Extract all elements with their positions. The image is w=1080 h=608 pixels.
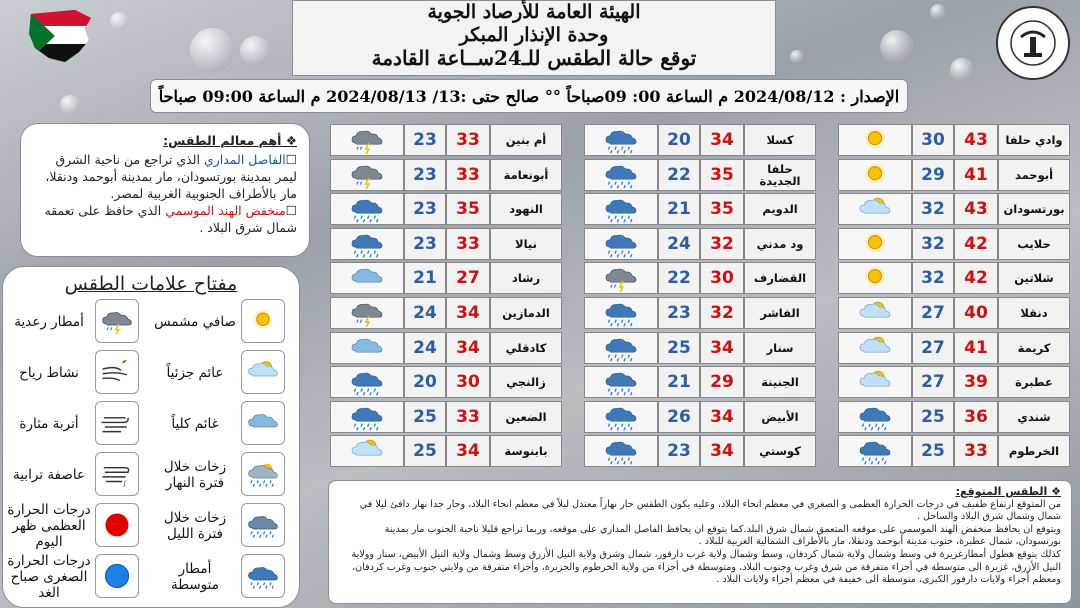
- max-temp: 32: [700, 297, 744, 329]
- max-temp: 42: [954, 228, 998, 260]
- max-temp: 30: [700, 262, 744, 294]
- rain-weather-icon: [330, 228, 404, 260]
- city-row: [584, 332, 816, 364]
- legend-label: درجات الحرارة العظمى ظهر اليوم: [7, 502, 91, 550]
- dust-storm-icon: [95, 452, 139, 496]
- city-row: [330, 193, 562, 225]
- city-row: [330, 401, 562, 433]
- min-temp: 30: [912, 124, 954, 156]
- forecast-section-title: ❖ الطقس المتوقع:: [955, 485, 1061, 498]
- city-row: [584, 228, 816, 260]
- moderate-rain-icon: [241, 554, 285, 598]
- city-name: زالنجي: [490, 366, 562, 398]
- min-temp: 26: [658, 401, 700, 433]
- city-row: [838, 193, 1070, 225]
- city-row: [838, 228, 1070, 260]
- weather-legend-panel: [2, 266, 300, 608]
- wind-icon: [95, 350, 139, 394]
- thunder-weather-icon: [330, 124, 404, 156]
- min-temp: 25: [912, 435, 954, 467]
- min-temp: 21: [658, 193, 700, 225]
- sunny-weather-icon: [838, 159, 912, 191]
- rain-weather-icon: [584, 159, 658, 191]
- max-temp: 35: [446, 193, 490, 225]
- city-row: [584, 401, 816, 433]
- min-temp: 29: [912, 159, 954, 191]
- sunny-weather-icon: [838, 228, 912, 260]
- legend-item: [7, 399, 147, 447]
- city-name: حلايب: [998, 228, 1070, 260]
- min-temp: 32: [912, 228, 954, 260]
- city-name: الفاشر: [744, 297, 816, 329]
- meteorological-authority-logo: [996, 6, 1070, 80]
- min-temp: 24: [658, 228, 700, 260]
- max-temp: 34: [700, 435, 744, 467]
- legend-label: أمطار رعدية: [14, 314, 84, 330]
- min-temp: 20: [658, 124, 700, 156]
- min-temp: 21: [404, 262, 446, 294]
- min-temp: 23: [404, 124, 446, 156]
- thunderstorm-icon: [95, 299, 139, 343]
- max-temp: 34: [700, 332, 744, 364]
- min-temp: 27: [912, 332, 954, 364]
- unit-title: وحدة الإنذار المبكر: [459, 24, 609, 46]
- legend-label: نشاط رياح: [19, 365, 79, 381]
- authority-title: الهيئة العامة للأرصاد الجوية: [427, 1, 641, 23]
- city-row: [838, 262, 1070, 294]
- city-row: [838, 159, 1070, 191]
- thunder-weather-icon: [584, 262, 658, 294]
- night-showers-icon: [241, 503, 285, 547]
- logo-emblem-icon: [1009, 19, 1057, 67]
- city-row: [330, 124, 562, 156]
- weather-features-panel: [20, 123, 310, 257]
- city-row: [584, 297, 816, 329]
- min-temp: 21: [658, 366, 700, 398]
- city-name: بورتسودان: [998, 193, 1070, 225]
- rain-weather-icon: [330, 401, 404, 433]
- city-row: [584, 366, 816, 398]
- city-name: النهود: [490, 193, 562, 225]
- min-temp: 20: [404, 366, 446, 398]
- forecast-paragraph-3: كذلك يتوقع هطول أمطارغزيرة في وسط وشمال ولاية شمال كردفان، وسط وشمال ولاية غرب دارفور، شمال وشرق ولاية النيل الأزرق وسط وشمال ولاية النيل الأبيض، سنار وولاية النيل الأزرق، غزيرة الى متوسطة في أجزاء متفرقة من شرق وغرب وجنوب البلاد، ومتوسطة في أجزاء من ولاية الخرطوم والجزيرة، وأجزاء متفرقة من ولايتي جنوب وغرب كردفان، ومعظم أجزاء ولايات دارفور الكبرى، متوسطة الى خفيفة في معظم أجزاء ولايات البلاد .: [351, 548, 1061, 586]
- feature-item-itcz: ☐الفاصل المداري الذي تراجع من ناحية الشرق ليمر بمدينة بورتسودان، مار بمدينة أبوحمد ودنقلا، مار بالأطراف الجنوبية الغربية لمصر.: [45, 152, 297, 201]
- thunder-weather-icon: [330, 159, 404, 191]
- min-temp: 27: [912, 297, 954, 329]
- city-row: [330, 262, 562, 294]
- city-name: بابنوسة: [490, 435, 562, 467]
- rain-weather-icon: [838, 401, 912, 433]
- day-showers-icon: [241, 452, 285, 496]
- city-row: [838, 401, 1070, 433]
- legend-item: [7, 501, 147, 549]
- city-row: [330, 159, 562, 191]
- max-temp: 33: [446, 401, 490, 433]
- expected-weather-panel: [328, 480, 1072, 604]
- legend-label: درجات الحرارة الصغرى صباح الغد: [7, 553, 91, 601]
- legend-item: [153, 501, 293, 549]
- rain-weather-icon: [584, 124, 658, 156]
- issue-text: الإصدار : 2024/08/12 م الساعة 00: 09صباحاً °° صالح حتى :13/ 2024/08/13 م الساعة 09:00 صباحاً: [158, 86, 900, 106]
- city-row: [330, 366, 562, 398]
- max-temp: 39: [954, 366, 998, 398]
- rain-weather-icon: [838, 435, 912, 467]
- max-temp: 34: [446, 297, 490, 329]
- forecast-title: توقع حالة الطقس للـ24ســاعة القادمة: [371, 46, 697, 70]
- rain-weather-icon: [584, 401, 658, 433]
- city-row: [838, 124, 1070, 156]
- features-title: ❖ أهم معالم الطقس:: [163, 133, 297, 148]
- min-temp-icon: [95, 554, 139, 598]
- min-temp: 23: [658, 297, 700, 329]
- city-row: [330, 435, 562, 467]
- city-name: شلاتين: [998, 262, 1070, 294]
- overcast-icon: [241, 401, 285, 445]
- city-row: [584, 193, 816, 225]
- max-temp: 30: [446, 366, 490, 398]
- legend-label: أتربة مثارة: [19, 416, 79, 432]
- city-row: [838, 435, 1070, 467]
- rain-weather-icon: [584, 193, 658, 225]
- city-name: الجنينة: [744, 366, 816, 398]
- max-temp: 36: [954, 401, 998, 433]
- feature-item-monsoon: ☐منخفض الهند الموسمي الذي حافظ على تعمقه شمال شرق البلاد .: [44, 203, 297, 235]
- max-temp: 34: [446, 332, 490, 364]
- city-row: [330, 228, 562, 260]
- legend-label: عائم جزئياً: [166, 365, 224, 381]
- max-temp: 43: [954, 193, 998, 225]
- legend-label: أمطار متوسطة: [171, 561, 219, 593]
- rain-weather-icon: [584, 228, 658, 260]
- partly-weather-icon: [838, 332, 912, 364]
- legend-item: [7, 348, 147, 396]
- min-temp: 22: [658, 159, 700, 191]
- thunder-weather-icon: [330, 297, 404, 329]
- min-temp: 32: [912, 193, 954, 225]
- city-name: نيالا: [490, 228, 562, 260]
- legend-item: [153, 552, 293, 600]
- min-temp: 32: [912, 262, 954, 294]
- city-row: [838, 332, 1070, 364]
- city-name: دنقلا: [998, 297, 1070, 329]
- city-name: سنار: [744, 332, 816, 364]
- max-temp: 41: [954, 159, 998, 191]
- partly-weather-icon: [838, 366, 912, 398]
- blowing-dust-icon: [95, 401, 139, 445]
- city-name: الدويم: [744, 193, 816, 225]
- min-temp: 25: [404, 435, 446, 467]
- rain-weather-icon: [584, 435, 658, 467]
- legend-item: [153, 399, 293, 447]
- max-temp: 34: [700, 124, 744, 156]
- max-temp: 34: [446, 435, 490, 467]
- partly-cloudy-icon: [241, 350, 285, 394]
- min-temp: 24: [404, 297, 446, 329]
- rain-weather-icon: [584, 297, 658, 329]
- forecast-paragraph-2: ويتوقع ان يحافظ منخفض الهند الموسمي على موقعه المتعمق شمال شرق البلد.كما يتوقع ان يحافظ الفاصل المداري على موقعه، وربما تراجع قليلا ناحية الجنوب مار بمدينة بورتسودان، شمال عطبرة، جنوب مدينة أبوحمد ودنقلا، مار بالأطراف الشمالية الغربية للبلاد .: [384, 523, 1061, 548]
- max-temp: 41: [954, 332, 998, 364]
- city-row: [330, 332, 562, 364]
- max-temp: 33: [446, 159, 490, 191]
- legend-label: زخات خلال فترة النهار: [163, 459, 227, 491]
- rain-weather-icon: [584, 332, 658, 364]
- city-row: [584, 124, 816, 156]
- city-row: [838, 366, 1070, 398]
- min-temp: 25: [404, 401, 446, 433]
- partly-weather-icon: [838, 297, 912, 329]
- city-row: [584, 262, 816, 294]
- max-temp: 27: [446, 262, 490, 294]
- city-name: ود مدني: [744, 228, 816, 260]
- min-temp: 23: [404, 193, 446, 225]
- city-name: كادقلي: [490, 332, 562, 364]
- city-name: الأبيض: [744, 401, 816, 433]
- legend-item: [7, 297, 147, 345]
- legend-label: غائم كلياً: [171, 416, 219, 432]
- legend-item: [153, 450, 293, 498]
- partly-weather-icon: [330, 435, 404, 467]
- sunny-icon: [241, 299, 285, 343]
- max-temp: 33: [446, 228, 490, 260]
- max-temp: 35: [700, 159, 744, 191]
- legend-item: [153, 297, 293, 345]
- legend-title: مفتاح علامات الطقس: [64, 273, 238, 295]
- min-temp: 24: [404, 332, 446, 364]
- city-name: الخرطوم: [998, 435, 1070, 467]
- city-name: عطبرة: [998, 366, 1070, 398]
- city-name: كوستي: [744, 435, 816, 467]
- city-name: وادي حلفا: [998, 124, 1070, 156]
- forecast-paragraph-1: من المتوقع ارتفاع طفيف في درجات الحرارة العظمى و الصغرى في معظم انحاء البلاد، وعليه يكون الطقس حار نهاراً معتدل ليلاً في معظم انحاء البلاد، وحار جدا نهار دافئ ليلا في شمال وشمال شرق البلاد والساحل .: [359, 498, 1061, 523]
- sunny-weather-icon: [838, 262, 912, 294]
- svg-text:∫: ∫: [123, 480, 127, 487]
- legend-label: عاصفة ترابية: [13, 467, 86, 483]
- max-temp: 33: [446, 124, 490, 156]
- city-name: حلفا الجديدة: [744, 159, 816, 191]
- city-row: [584, 435, 816, 467]
- legend-item: [7, 552, 147, 600]
- rain-weather-icon: [330, 366, 404, 398]
- min-temp: 22: [658, 262, 700, 294]
- min-temp: 27: [912, 366, 954, 398]
- max-temp: 29: [700, 366, 744, 398]
- page-header: [292, 0, 776, 76]
- city-name: الدمازين: [490, 297, 562, 329]
- city-row: [838, 297, 1070, 329]
- sunny-weather-icon: [838, 124, 912, 156]
- city-name: أبوحمد: [998, 159, 1070, 191]
- legend-item: [7, 450, 147, 498]
- city-name: كسلا: [744, 124, 816, 156]
- partly-weather-icon: [838, 193, 912, 225]
- min-temp: 23: [404, 228, 446, 260]
- legend-label: صافي مشمس: [154, 314, 236, 330]
- legend-item: [153, 348, 293, 396]
- max-temp-icon: [95, 503, 139, 547]
- cloudy-weather-icon: [330, 332, 404, 364]
- max-temp: 40: [954, 297, 998, 329]
- rain-weather-icon: [330, 193, 404, 225]
- max-temp: 33: [954, 435, 998, 467]
- city-row: [584, 159, 816, 191]
- min-temp: 25: [912, 401, 954, 433]
- city-name: كريمة: [998, 332, 1070, 364]
- max-temp: 43: [954, 124, 998, 156]
- city-row: [330, 297, 562, 329]
- max-temp: 34: [700, 401, 744, 433]
- sudan-flag-icon: [25, 8, 97, 64]
- max-temp: 42: [954, 262, 998, 294]
- city-name: أبونعامة: [490, 159, 562, 191]
- min-temp: 25: [658, 332, 700, 364]
- city-name: القضارف: [744, 262, 816, 294]
- legend-label: زخات خلال فترة الليل: [163, 510, 227, 542]
- max-temp: 32: [700, 228, 744, 260]
- max-temp: 35: [700, 193, 744, 225]
- rain-weather-icon: [584, 366, 658, 398]
- city-name: شندي: [998, 401, 1070, 433]
- city-name: الضعين: [490, 401, 562, 433]
- min-temp: 23: [658, 435, 700, 467]
- issue-validity-bar: [150, 79, 908, 113]
- city-name: رشاد: [490, 262, 562, 294]
- min-temp: 23: [404, 159, 446, 191]
- city-name: أم بنين: [490, 124, 562, 156]
- cloudy-weather-icon: [330, 262, 404, 294]
